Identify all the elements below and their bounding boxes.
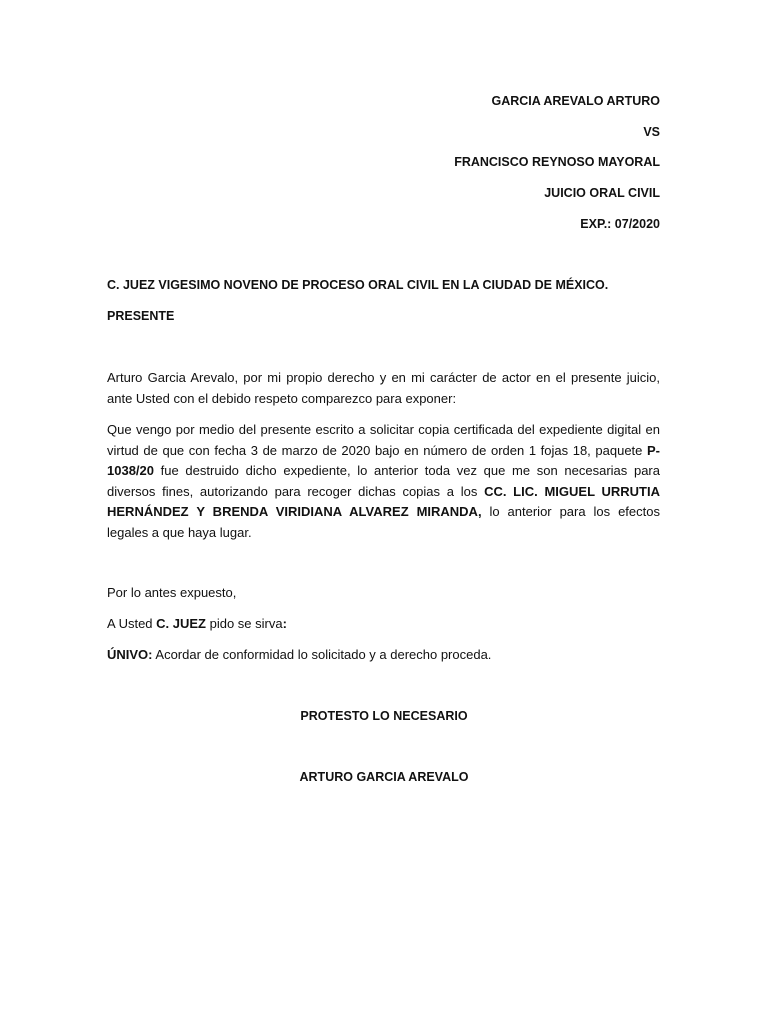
point-line xyxy=(107,647,491,662)
header-defendant: FRANCISCO REYNOSO MAYORAL xyxy=(454,155,660,169)
request-text-2: fue destruido dicho expediente, lo anterior toda vez que me son necesarias para diversos fines, autorizando para recoger dichas copias a los xyxy=(107,463,660,499)
point-label: ÚNIVO: xyxy=(107,647,153,662)
request-text-3: lo anterior para los efectos legales a que haya lugar. xyxy=(107,504,660,540)
protest-line: PROTESTO LO NECESARIO xyxy=(300,709,468,723)
signature-name: ARTURO GARCIA AREVALO xyxy=(299,770,469,784)
header-versus: VS xyxy=(643,125,660,139)
header-plaintiff: GARCIA AREVALO ARTURO xyxy=(491,94,660,108)
intro-paragraph: Arturo Garcia Arevalo, por mi propio derecho y en mi carácter de actor en el presente juicio, ante Usted con el debido respeto comparezco para exponer: xyxy=(107,370,660,406)
request-authorized-persons: CC. LIC. MIGUEL URRUTIA HERNÁNDEZ Y BRENDA VIRIDIANA ALVAREZ MIRANDA, xyxy=(107,483,660,520)
ask-line xyxy=(107,616,287,631)
request-paragraph xyxy=(107,420,660,544)
addressee-presente: PRESENTE xyxy=(107,309,175,323)
ask-prefix: A Usted xyxy=(107,616,157,631)
point-text: Acordar de conformidad lo solicitado y a derecho proceda. xyxy=(152,647,492,662)
header-trial-type: JUICIO ORAL CIVIL xyxy=(544,186,660,200)
addressee-judge: C. JUEZ VIGESIMO NOVENO DE PROCESO ORAL CIVIL EN LA CIUDAD DE MÉXICO. xyxy=(107,278,609,292)
ask-judge: C. JUEZ xyxy=(156,616,206,631)
header-file-number: EXP.: 07/2020 xyxy=(580,217,660,231)
closing-intro: Por lo antes expuesto, xyxy=(107,585,237,600)
ask-suffix: pido se sirva xyxy=(205,616,283,631)
request-package-number: P-1038/20 xyxy=(107,442,660,479)
request-text-1: Que vengo por medio del presente escrito a solicitar copia certificada del expediente digital en virtud de que con fecha 3 de marzo de 2020 bajo en número de orden 1 fojas 18, paquete xyxy=(107,422,660,458)
ask-colon: : xyxy=(282,616,287,631)
